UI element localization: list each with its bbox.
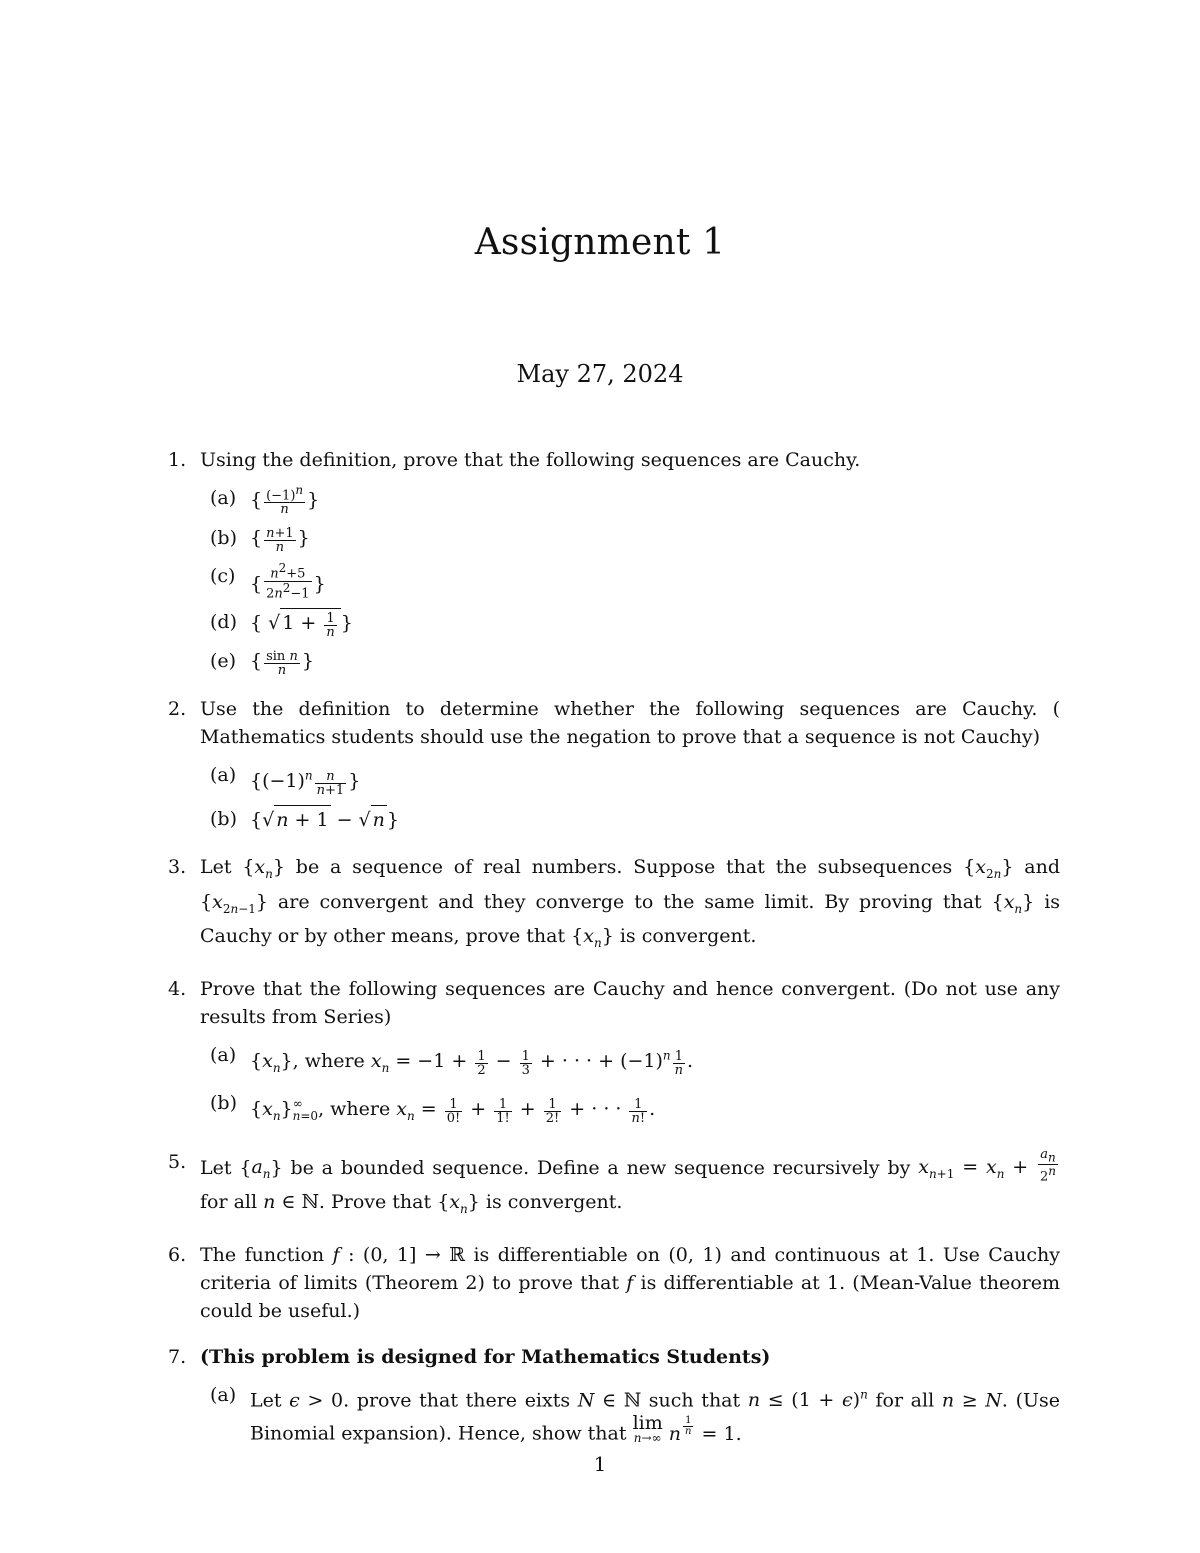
math-expression: { $\frac{\text{sin n}}{n}$ } bbox=[250, 649, 314, 679]
problem-number: 3. bbox=[168, 855, 187, 878]
problem-6: 6. The function f : (0, 1] → ℝ is differentiable on (0, 1) and continuous at 1. Use Cauchy criteria of limits (Theorem 2) to prove that f is differentiable at 1. (Mean-Value theorem could be useful.) bbox=[168, 1241, 1060, 1325]
sub-part-b bbox=[200, 1089, 1060, 1129]
sub-part-b bbox=[200, 524, 1060, 554]
problem-2 bbox=[168, 695, 1060, 834]
problem-text: be a bounded sequence. Define a new sequence recursively by bbox=[290, 1156, 911, 1179]
problem-text: and bbox=[1024, 855, 1060, 878]
sub-part-label: (a) bbox=[210, 487, 237, 509]
problem-text: is convergent. bbox=[485, 1191, 623, 1214]
problem-text: and continuous at 1. Use Cauchy criteria of limits (Theorem 2) to prove that bbox=[200, 1243, 1061, 1294]
sub-part-list bbox=[200, 761, 1060, 834]
problem-text: is differentiable on bbox=[473, 1243, 660, 1266]
sub-part-a bbox=[200, 1041, 1060, 1081]
sub-part-d bbox=[200, 608, 1060, 639]
sub-part-label: (e) bbox=[210, 650, 237, 673]
problem-number: 5. bbox=[168, 1150, 187, 1173]
sub-part-list bbox=[200, 1381, 1060, 1448]
problem-text: is Cauchy or by other means, prove that bbox=[200, 890, 1061, 948]
problem-number: 7. bbox=[168, 1345, 187, 1368]
sub-part-label: (d) bbox=[210, 611, 237, 634]
problem-3: 3. Let $\{x_n\}$ be a sequence of real numbers. Suppose that the subsequences $\{x_{2n}\}$ and $\{x_{2n-1}\}$ are convergent and they converge to the same limit. By proving that $\{x_n\}$ is Cauchy or by other means, prove that $\{x_n\}$ is convergent. bbox=[168, 853, 1060, 957]
problem-text: Let bbox=[200, 855, 232, 878]
sub-part-a bbox=[200, 761, 1060, 796]
problem-5: 5. Let $\{a_n\}$ be a bounded sequence. Define a new sequence recursively by $x_{n+1} = x_n$ + $\frac{a_n}{2^n}$ for all n ∈ ℕ. Prove that $\{x_n\}$ is convergent. bbox=[168, 1146, 1057, 1216]
sub-part-a: (a) Let ϵ > 0. prove that there eixts N ∈ ℕ such that $n \le (1 + \epsilon)^n$ for all n ≥ N. (Use Binomial expansion). Hence, show that lim n→∞ n $^{\frac{1}{n}}$ = 1. bbox=[200, 1381, 1060, 1448]
sub-part-label: (b) bbox=[210, 1092, 237, 1115]
problem-number: 2. bbox=[168, 698, 187, 721]
document-date: May 27, 2024 bbox=[516, 360, 684, 388]
problem-text: be a sequence of real numbers. Suppose that the subsequences bbox=[295, 855, 953, 878]
sub-part-list bbox=[200, 484, 1060, 677]
problem-number: 4. bbox=[168, 978, 187, 1001]
sub-part-label: (a) bbox=[210, 1383, 237, 1406]
problem-number: 1. bbox=[168, 449, 187, 471]
math-expression: {√ n + 1 − √ n } bbox=[250, 809, 399, 831]
problem-list bbox=[168, 446, 1060, 1466]
problem-text: Prove that the following sequences are Cauchy and hence convergent. (Do not use any results from Series) bbox=[200, 978, 1060, 1029]
sub-part-a bbox=[200, 484, 1060, 516]
problem-text: are convergent and they converge to the same limit. By proving that bbox=[277, 890, 982, 913]
math-expression: $\{x_n\}$, where $x_n = -1$ + $\frac{1}{2}$ − $\frac{1}{3}$ + · · · + $(-1)^n$ $\frac{1}{n}$ . bbox=[250, 1048, 694, 1078]
math-expression: { $\frac{(-1)^n}{n}$ } bbox=[250, 483, 320, 518]
sub-part-e bbox=[200, 647, 1060, 677]
sub-part-label: (b) bbox=[210, 527, 237, 550]
problem-text: . Prove that bbox=[318, 1191, 432, 1214]
sub-part-label: (a) bbox=[210, 1044, 237, 1067]
problem-text: The function bbox=[200, 1243, 325, 1266]
sub-part-label: (a) bbox=[210, 764, 237, 787]
document-title: Assignment 1 bbox=[474, 222, 726, 263]
sub-part-label: (b) bbox=[210, 807, 237, 830]
sub-part-label: (c) bbox=[210, 565, 236, 588]
problem-text: Use the definition to determine whether the following sequences are Cauchy. ( Mathematics students should use the negation to prove that a sequence is not Cauchy) bbox=[200, 698, 1060, 749]
sub-part-c bbox=[200, 562, 1060, 600]
problem-text: is differentiable at 1. (Mean-Value theorem could be useful.) bbox=[200, 1271, 1060, 1322]
sub-part-list bbox=[200, 1041, 1060, 1129]
problem-heading: (This problem is designed for Mathematics Students) bbox=[200, 1345, 771, 1368]
problem-text: is convergent. bbox=[619, 925, 757, 948]
problem-text: Using the definition, prove that the following sequences are Cauchy. bbox=[200, 449, 861, 471]
problem-number: 6. bbox=[168, 1243, 187, 1266]
math-expression: {$(-1)^n$ $\frac{n}{n+1}$ } bbox=[250, 768, 361, 798]
math-expression: { √ 1 + $\frac{1}{n}$ } bbox=[250, 612, 353, 634]
math-expression: { $\frac{n^2+5}{2n^2-1}$ } bbox=[250, 561, 326, 602]
math-expression: { $\frac{n+1}{n}$ } bbox=[250, 526, 310, 556]
problem-7 bbox=[168, 1343, 1060, 1448]
problem-text: Let bbox=[200, 1156, 232, 1179]
math-expression: $\{x_n\}^\infty_{n=0}$, where $x_n$ = $\frac{1}{0!}$ + $\frac{1}{1!}$ + $\frac{1}{2!}$ + · · · $\frac{1}{n!}$ . bbox=[250, 1096, 656, 1126]
problem-4 bbox=[168, 975, 1060, 1129]
sub-part-b bbox=[200, 805, 1060, 835]
problem-text: for all bbox=[200, 1191, 258, 1214]
page-number: 1 bbox=[593, 1452, 607, 1476]
problem-1 bbox=[168, 446, 1060, 677]
